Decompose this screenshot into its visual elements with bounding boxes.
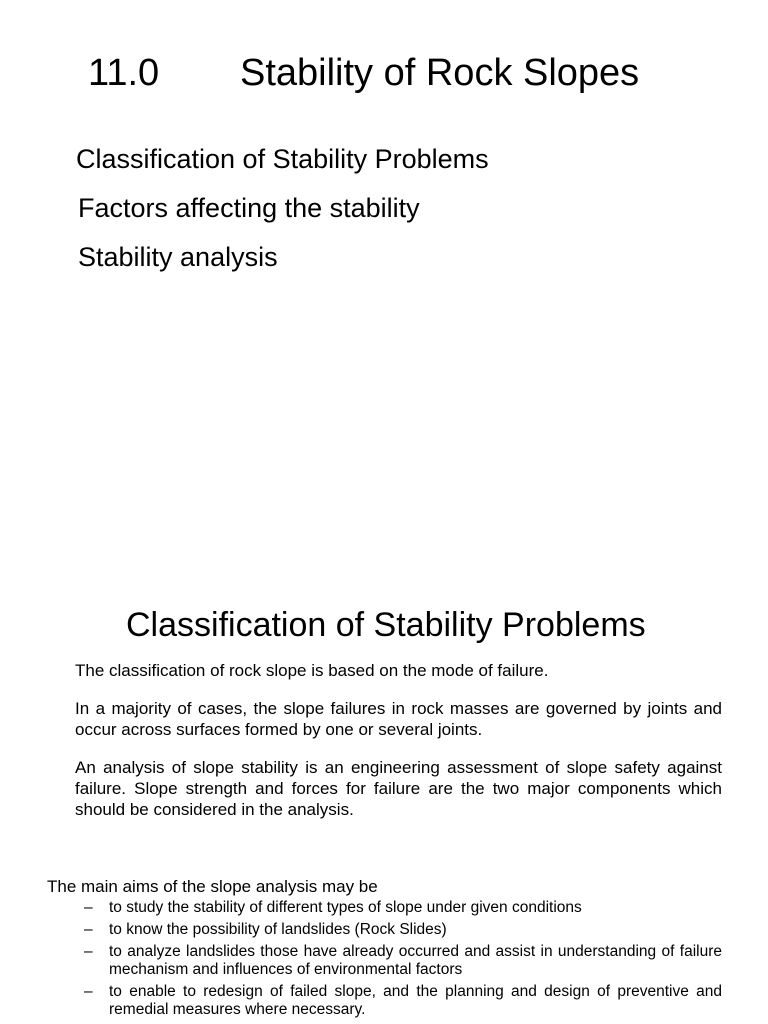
topic-item: Factors affecting the stability — [78, 193, 420, 223]
title-text: Stability of Rock Slopes — [240, 52, 640, 94]
aim-item — [47, 899, 722, 917]
paragraph: In a majority of cases, the slope failures in rock masses are governed by joints and occur across surfaces formed by one or several joints. — [75, 699, 722, 739]
topic-list — [76, 141, 489, 288]
aim-text: to know the possibility of landslides (Rock Slides) — [109, 921, 447, 938]
aims-section — [47, 876, 722, 1023]
slide-2 — [0, 576, 768, 1024]
aims-heading: The main aims of the slope analysis may be — [47, 877, 378, 896]
aim-text: to study the stability of different types of slope under given conditions — [109, 899, 582, 916]
aims-list — [47, 899, 722, 1019]
paragraph: The classification of rock slope is based on the mode of failure. — [75, 661, 549, 680]
aim-item — [47, 921, 722, 939]
aim-text: to enable to redesign of failed slope, and the planning and design of preventive and remedial measures where necessary. — [109, 983, 722, 1018]
slide-1-title — [88, 50, 639, 96]
dash-bullet-icon: – — [84, 899, 93, 916]
dash-bullet-icon: – — [84, 983, 93, 1000]
topic-item: Stability analysis — [78, 242, 278, 272]
aim-text: to analyze landslides those have already occurred and assist in understanding of failure mechanism and influences of environmental factors — [109, 943, 722, 978]
dash-bullet-icon: – — [84, 921, 93, 938]
slide-2-body — [75, 660, 722, 837]
dash-bullet-icon: – — [84, 943, 93, 960]
slide-2-title: Classification of Stability Problems — [126, 606, 646, 644]
aim-item — [47, 943, 722, 979]
topic-item: Classification of Stability Problems — [76, 144, 489, 174]
title-number: 11.0 — [88, 52, 160, 94]
aim-item — [47, 983, 722, 1019]
paragraph: An analysis of slope stability is an engineering assessment of slope safety against failure. Slope strength and forces for failure are the two major components which should be considered in the analysis. — [75, 758, 722, 819]
